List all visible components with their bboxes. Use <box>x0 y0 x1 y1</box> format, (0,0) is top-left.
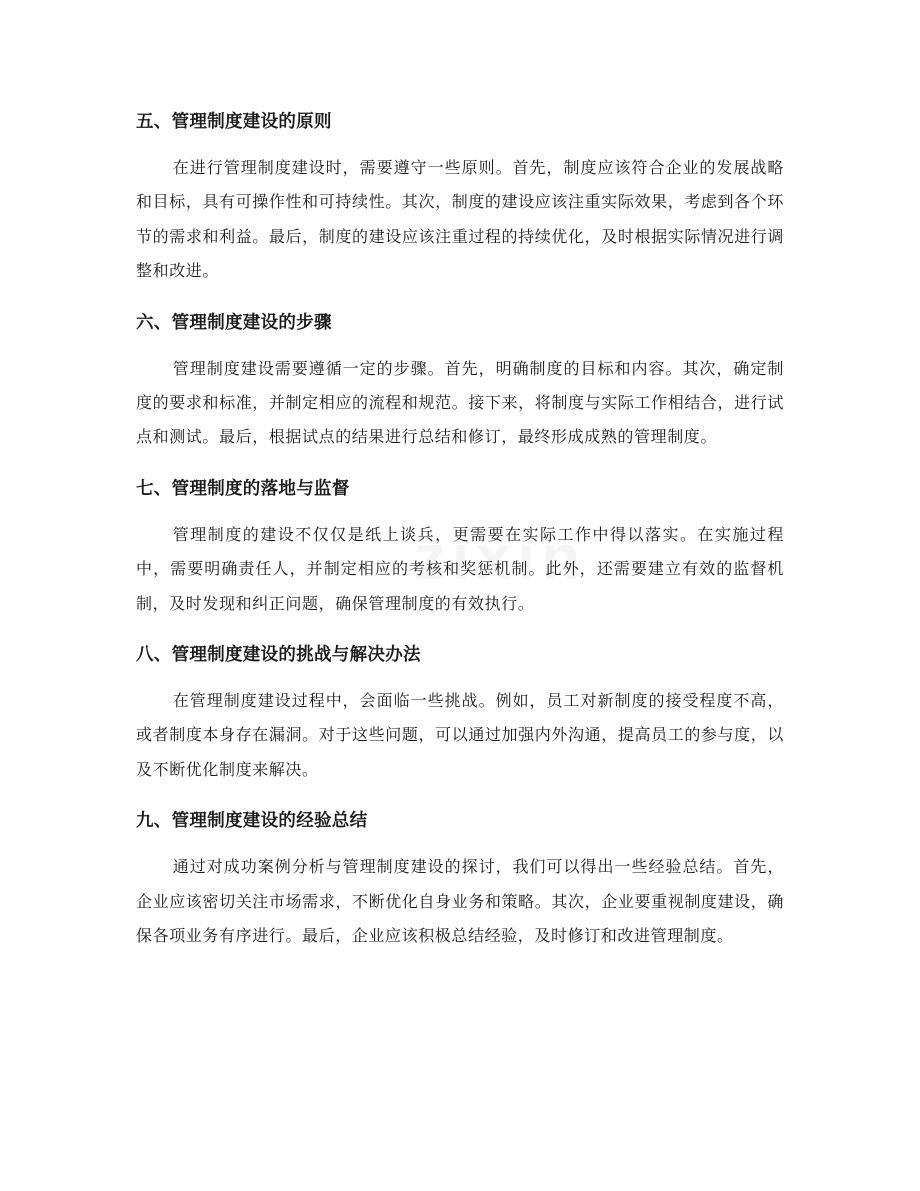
section-implementation <box>136 471 784 621</box>
section-challenges <box>136 637 784 787</box>
section-steps <box>136 305 784 455</box>
section-title: 五、管理制度建设的原则 <box>136 112 332 132</box>
section-title: 九、管理制度建设的经验总结 <box>136 811 368 832</box>
section-title: 六、管理制度建设的步骤 <box>136 312 332 333</box>
document-content <box>136 104 784 970</box>
section-paragraph: 在进行管理制度建设时，需要遵守一些原则。首先，制度应该符合企业的发展战略和目标，具有可操作性和可持续性。其次，制度的建设应该注重实际效果，考虑到各个环节的需求和利益。最后，制度的建设应该注重过程的持续优化，及时根据实际情况进行调整和改进。 <box>136 158 784 281</box>
section-paragraph: 通过对成功案例分析与管理制度建设的探讨，我们可以得出一些经验总结。首先，企业应该密切关注市场需求，不断优化自身业务和策略。其次，企业要重视制度建设，确保各项业务有序进行。最后，企业应该积极总结经验，及时修订和改进管理制度。 <box>136 857 784 946</box>
section-paragraph: 在管理制度建设过程中，会面临一些挑战。例如，员工对新制度的接受程度不高，或者制度本身存在漏洞。对于这些问题，可以通过加强内外沟通，提高员工的参与度，以及不断优化制度来解决。 <box>136 691 784 779</box>
section-paragraph: 管理制度的建设不仅仅是纸上谈兵，更需要在实际工作中得以落实。在实施过程中，需要明确责任人，并制定相应的考核和奖惩机制。此外，还需要建立有效的监督机制，及时发现和纠正问题，确保管理制度的有效执行。 <box>136 524 784 613</box>
section-title: 七、管理制度的落地与监督 <box>136 478 350 499</box>
section-summary <box>136 803 784 953</box>
section-principles <box>136 104 784 289</box>
section-title: 八、管理制度建设的挑战与解决办法 <box>136 645 421 666</box>
section-paragraph: 管理制度建设需要遵循一定的步骤。首先，明确制度的目标和内容。其次，确定制度的要求和标准，并制定相应的流程和规范。接下来，将制度与实际工作相结合，进行试点和测试。最后，根据试点的结果进行总结和修订，最终形成成熟的管理制度。 <box>136 358 784 447</box>
